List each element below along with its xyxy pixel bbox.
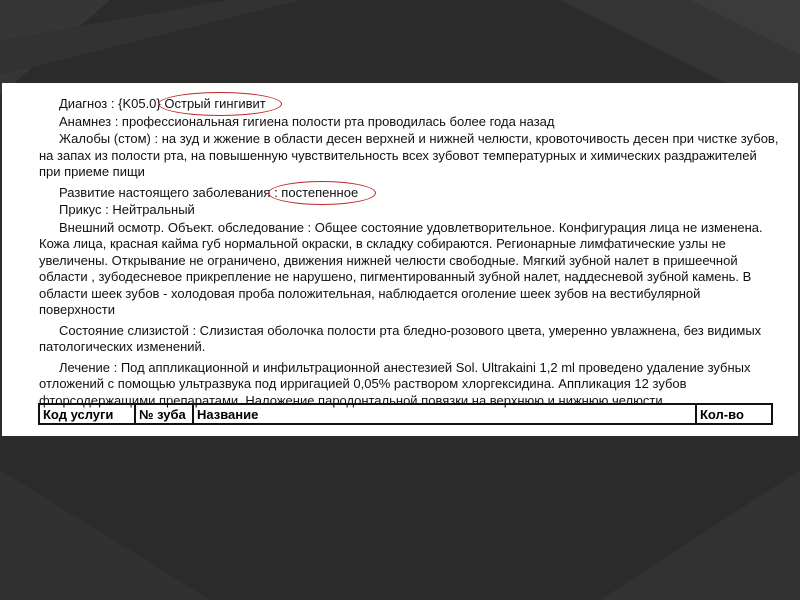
- services-table-header-row: [39, 404, 772, 424]
- diagnosis-label: Диагноз : {K05.0}: [59, 96, 161, 111]
- development-line: [39, 185, 779, 202]
- column-header-name: Название: [193, 404, 696, 424]
- exam-paragraph: Внешний осмотр. Объект. обследование : Общее состояние удовлетворительное. Конфигурация лица не изменена. Кожа лица, красная кайма губ нормальной окраски, в складку собираются. Регионарные лимфатические узлы не увеличены. Открывание не ограничено, движения нижней челюсти свободные. Мягкий зубной налет в пришеечной области , зубодесневое прикрепление не нарушено, пигментированный зубной налет, наддесневой зубной камень. В области шеек зубов - холодовая проба положительная, наблюдается оголение шеек зубов на вестибулярной поверхности: [39, 219, 763, 317]
- complaints-paragraph: Жалобы (стом) : на зуд и жжение в области десен верхней и нижней челюсти, кровоточивость десен при чистке зубов, на запах из полости рта, на повышенную чувствительность всех зубовот температурных и химических раздражителей при приеме пищи: [39, 131, 779, 179]
- column-header-service-code: Код услуги: [39, 404, 135, 424]
- treatment-paragraph: Лечение : Под аппликационной и инфильтрационной анестезией Sol. Ultrakaini 1,2 ml проведено удаление зубных отложений с помощью ультразвука под ирригацией 0,05% раствором хлоргексидина. Аппликация 12 зубов фторсодержащими препаратами. Наложение пародонтальной повязки на верхнюю и нижнюю челюсти.: [39, 359, 751, 408]
- development-value: : постепенное: [274, 185, 358, 200]
- record-text: [39, 96, 779, 413]
- development-label: Развитие настоящего заболевания: [59, 184, 271, 200]
- column-header-quantity: Кол-во: [696, 404, 772, 424]
- diagnosis-line: [39, 96, 779, 113]
- mucosa-paragraph: Состояние слизистой : Слизистая оболочка полости рта бледно-розового цвета, умеренно увлажнена, без видимых патологических изменений.: [39, 322, 762, 354]
- services-table: [38, 403, 773, 425]
- medical-record-document: [2, 83, 798, 436]
- diagnosis-value: Острый гингивит: [164, 96, 265, 111]
- bite-line: Прикус : Нейтральный: [59, 202, 195, 217]
- column-header-tooth-number: № зуба: [135, 404, 193, 424]
- anamnesis-line: Анамнез : профессиональная гигиена полости рта проводилась более года назад: [59, 113, 555, 129]
